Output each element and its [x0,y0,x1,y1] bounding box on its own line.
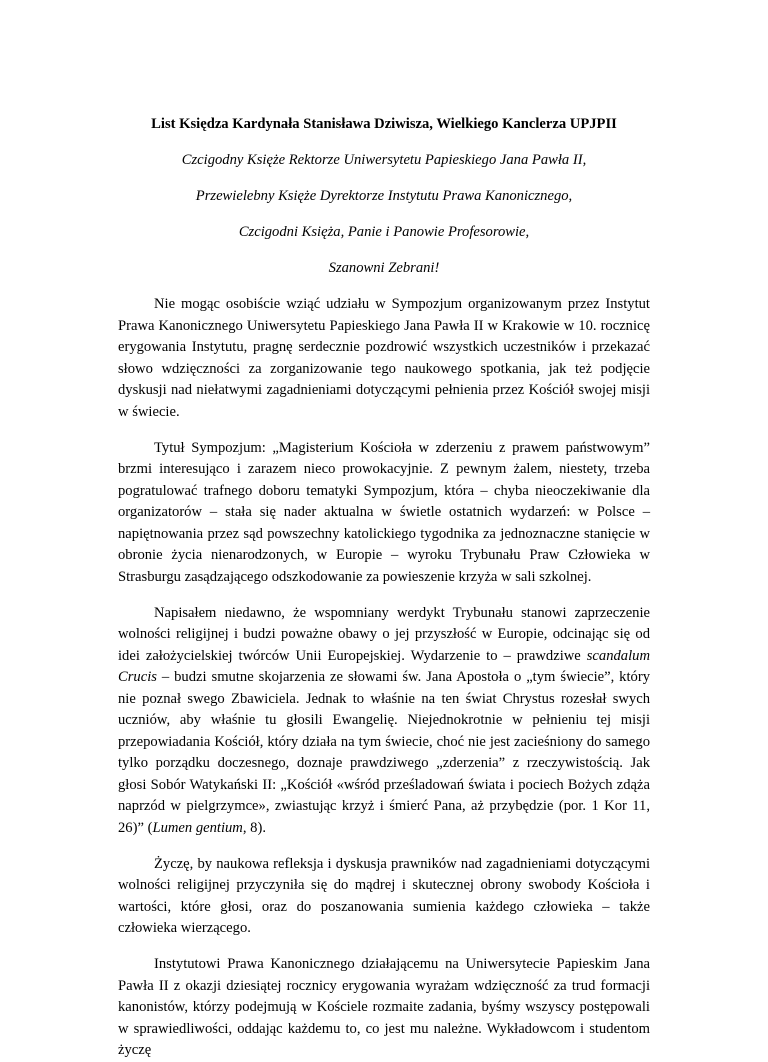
document-page [118,114,650,1062]
salutation-professors: Czcigodni Księża, Panie i Panowie Profesorowie, [238,224,530,240]
letter-body [118,294,650,1062]
body-paragraph [118,438,650,589]
salutation-director: Przewielebny Księże Dyrektorze Instytutu Prawa Kanonicznego, [195,188,573,204]
body-paragraph [118,954,650,1062]
body-paragraph [118,294,650,423]
body-paragraph [118,603,650,840]
paragraph-text: Napisałem niedawno, że wspomniany werdykt Trybunału stanowi zaprzeczenie wolności religijnej i budzi poważne obawy o jej przyszłość w Europie, odcinając się od idei założycielskiej twórców Unii Europejskiej. Wydarzenie to – prawdziwe [118,604,650,664]
salutation-rector: Czcigodny Księże Rektorze Uniwersytetu Papieskiego Jana Pawła II, [181,152,587,168]
paragraph-text: Tytuł Sympozjum: „Magisterium Kościoła w zderzeniu z prawem państwowym” brzmi interesująco i zarazem nieco prowokacyjnie. Z pewnym żalem, niestety, trzeba pogratulować trafnego doboru tematyki Sympozjum, która – chyba nieoczekiwanie dla organizatorów – stała się nader aktualna w świetle ostatnich wydarzeń: w Polsce – napiętnowania przez sąd powszechny katolickiego tygodnika za jednoznaczne stanięcie w obronie życia nienarodzonych, w Europie – wyroku Trybunału Praw Człowieka w Strasburgu zasądzającego odszkodowanie za powieszenie krzyża w sali szkolnej. [118,439,650,585]
body-paragraph [118,854,650,940]
paragraph-text: Instytutowi Prawa Kanonicznego działającemu na Uniwersytecie Papieskim Jana Pawła II z okazji dziesiątej rocznicy erygowania wyrażam wdzięczność za trud formacji kanonistów, którzy podejmują w Kościele rozmaite zadania, byśmy wszyscy postępowali w sprawiedliwości, oddając każdemu to, co jest mu należne. Wykładowcom i studentom życzę [118,956,650,1058]
paragraph-text: Życzę, by naukowa refleksja i dyskusja prawników nad zagadnieniami dotyczącymi wolności religijnej przyczyniła się do mądrej i skutecznej obrony swobody Kościoła i wartości, które głosi, oraz do poszanowania sumienia każdego człowieka – także człowieka wierzącego. [118,855,650,936]
salutation-assembly: Szanowni Zebrani! [328,260,440,276]
document-title: List Księdza Kardynała Stanisława Dziwisza, Wielkiego Kanclerza UPJPII [151,116,617,132]
paragraph-text: , 8). [242,819,266,836]
paragraph-text: – budzi smutne skojarzenia ze słowami św. Jana Apostoła o „tym świecie”, który nie poznał swego Zbawiciela. Jednak to właśnie na ten świat Chrystus rozesłał swych uczniów, aby właśnie tu głosili Ewangelię. Niejednokrotnie w pełnieniu tej misji przepowiadania Kościół, który działa na tym świecie, choć nie jest zacieśniony do samego tylko porządku doczesnego, doznaje prawdziwego „zderzenia” z rzeczywistością. Jak głosi Sobór Watykański II: „Kościół «wśród prześladowań świata i pociech Bożych zdąża naprzód w pielgrzymce», zwiastując krzyż i śmierć Pana, aż przybędzie (por. 1 Kor 11, 26)” ( [118,669,650,836]
italic-citation: scandalum Crucis [118,647,650,685]
italic-citation: Lumen gentium [152,819,243,836]
paragraph-text: Nie mogąc osobiście wziąć udziału w Sympozjum organizowanym przez Instytut Prawa Kanonicznego Uniwersytetu Papieskiego Jana Pawła II w Krakowie w 10. rocznicę erygowania Instytutu, pragnę serdecznie pozdrowić wszystkich uczestników i przekazać słowo wdzięczności za zorganizowanie tego naukowego spotkania, jak też podjęcie dyskusji nad niełatwymi zagadnieniami dotyczącymi pełnienia przez Kościół swojej misji w świecie. [118,296,650,420]
